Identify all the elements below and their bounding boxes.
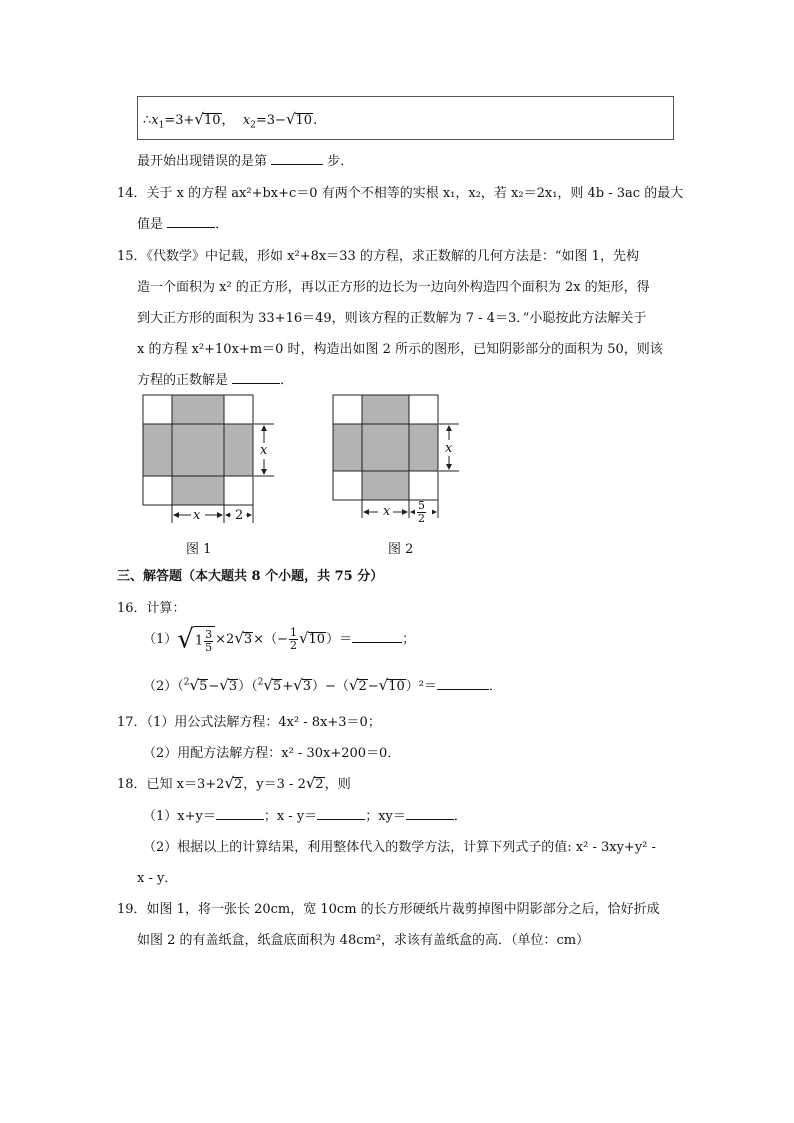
q15-line2: 造一个面积为 x² 的正方形，再以正方形的边长为一边向外构造四个面积为 2x 的矩形，得 [137,280,650,295]
q18-part2-line1: （2）根据以上的计算结果，利用整体代入的数学方法，计算下列式子的值: x² - 3xy+y² - [143,840,656,855]
answer-blank[interactable] [271,164,323,165]
q15-line3: 到大正方形的面积为 33+16＝49，则该方程的正数解为 7 - 4＝3．”小聪按此方法解关于 [137,311,647,326]
figure-1 [138,393,278,528]
fig2-caption: 图 2 [388,542,414,557]
q15-line5: 方程的正数解是 ． [137,373,294,388]
answer-blank[interactable] [406,819,454,820]
answer-blank[interactable] [437,689,489,690]
q14-line1: 14．关于 x 的方程 ax²+bx+c＝0 有两个不相等的实根 x₁，x₂，若 x₂＝2x₁，则 4b - 3ac 的最大 [117,186,684,201]
fig2-side-label: x [445,441,453,456]
q18-part2-line2: x - y． [137,871,178,886]
q18-part1: （1）x+y＝ ；x - y＝ ；xy＝ ． [143,809,467,824]
answer-blank[interactable] [216,819,264,820]
fig2-edge-label: $\frac{5}{2}$ [418,499,425,525]
q18-given: 18．已知 x＝3+2√2，y＝3 - 2√2，则 [117,774,351,792]
step-question: 最开始出现错误的是第 步． [137,154,354,169]
sqrt: 10 [295,113,313,128]
figure-2 [328,393,468,533]
q16-part1: （1）√1 $\frac{3}{5}$ ×2√3×（− $\frac{1}{2}$ √10）＝ ； [143,624,416,655]
q17-part1: 17．（1）用公式法解方程：4x² - 8x+3＝0； [117,715,381,730]
q16-label: 16．计算： [117,601,186,616]
shaded-horizontal [143,424,253,476]
shaded-horizontal [333,424,438,471]
answer-blank[interactable] [232,383,280,384]
q14-line2: 值是 ． [137,217,229,232]
q15-line1: 15．《代数学》中记载，形如 x²+8x＝33 的方程，求正数解的几何方法是：“如图 1，先构 [117,249,639,264]
sqrt: 10 [203,113,221,128]
answer-blank[interactable] [352,642,402,643]
section-title: 三、解答题（本大题共 8 个小题，共 75 分） [117,569,384,584]
answer-blank[interactable] [317,819,365,820]
answer-blank[interactable] [167,227,215,228]
q19-line2: 如图 2 的有盖纸盒，纸盒底面积为 48cm²，求该有盖纸盒的高．（单位：cm） [137,933,590,948]
answer-box-content: $\therefore x_1=3+√10$， $x_2=3-√10$. [143,110,318,131]
answer-box [137,96,674,140]
q19-line1: 19．如图 1，将一张长 20cm，宽 10cm 的长方形硬纸片裁剪掉图中阴影部分之后，恰好折成 [117,902,660,917]
fig1-caption: 图 1 [186,542,212,557]
fig1-x-label: x [193,508,201,523]
fig1-edge-label: 2 [235,508,244,523]
q15-line4: x 的方程 x²+10x+m＝0 时，构造出如图 2 所示的图形，已知阴影部分的面积为 50，则该 [137,342,663,357]
q16-part2: （2）（$^2$√5−√3）（$^2$√5+√3）−（√2−√10）²＝ ． [143,676,502,694]
fig2-x-label: x [383,504,391,519]
fig1-side-label: x [260,443,268,458]
q17-part2: （2）用配方法解方程：x² - 30x+200＝0． [143,746,401,761]
